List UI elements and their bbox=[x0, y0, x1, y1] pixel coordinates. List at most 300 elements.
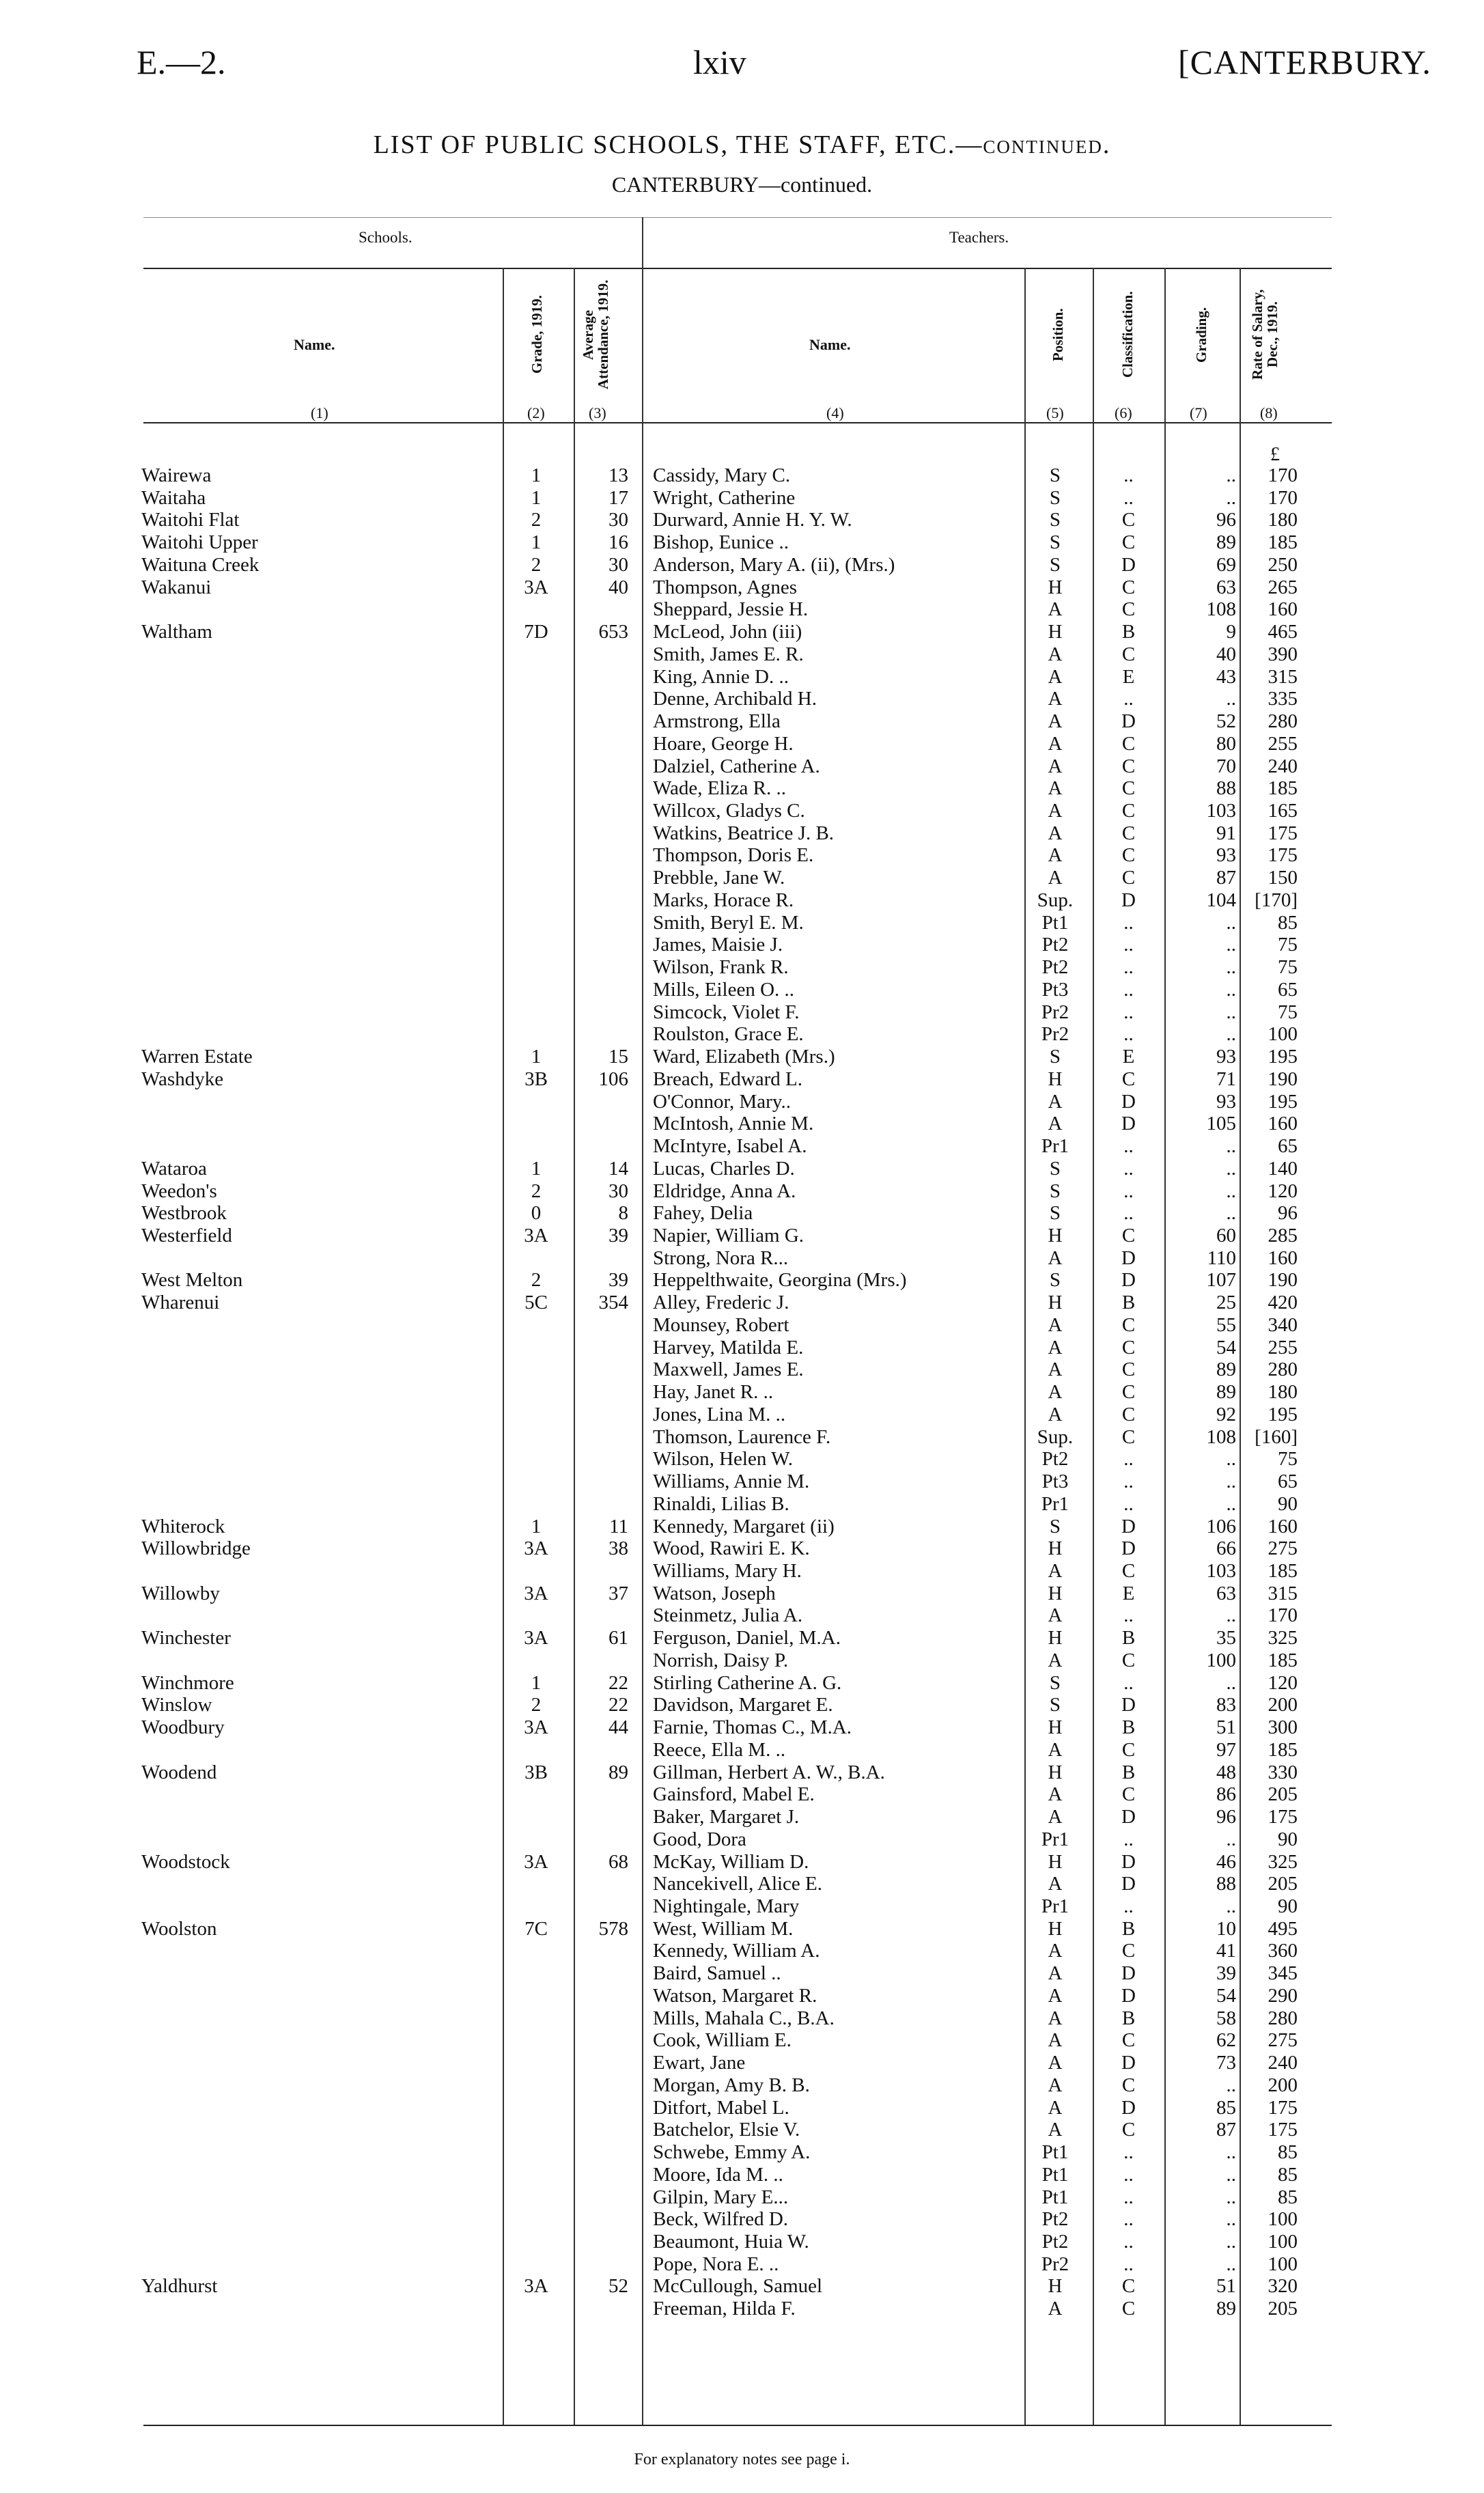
salary-cell: 205 bbox=[1268, 2298, 1298, 2320]
grading-cell: 89 bbox=[1216, 2298, 1236, 2320]
school-name-cell: Westbrook bbox=[141, 1202, 227, 1225]
classification-cell: D bbox=[1121, 2096, 1136, 2119]
teacher-name-cell: Prebble, Jane W. bbox=[653, 867, 785, 889]
table-row bbox=[0, 1426, 1484, 1449]
table-row bbox=[0, 2029, 1484, 2052]
attendance-cell: 578 bbox=[598, 1917, 628, 1940]
table-row bbox=[0, 1135, 1484, 1158]
teacher-name-cell: Steinmetz, Julia A. bbox=[653, 1604, 803, 1627]
table-row bbox=[0, 1202, 1484, 1225]
grade-cell: 2 bbox=[531, 553, 542, 576]
teacher-name-cell: Watson, Margaret R. bbox=[653, 1984, 817, 2007]
grading-cell: 69 bbox=[1216, 553, 1236, 576]
teacher-name-cell: Breach, Edward L. bbox=[653, 1068, 803, 1090]
classification-cell: D bbox=[1121, 1515, 1136, 1537]
column-number: (7) bbox=[1190, 404, 1207, 421]
classification-cell: .. bbox=[1123, 1828, 1134, 1850]
position-cell: A bbox=[1048, 1313, 1063, 1336]
classification-cell: C bbox=[1121, 643, 1136, 665]
currency-symbol: £ bbox=[1270, 444, 1280, 465]
salary-cell: 65 bbox=[1278, 1471, 1298, 1493]
classification-cell: D bbox=[1121, 1537, 1136, 1560]
teacher-name-cell: Dalziel, Catherine A. bbox=[653, 755, 820, 777]
classification-cell: B bbox=[1121, 1292, 1136, 1314]
grade-cell: 7D bbox=[524, 621, 548, 643]
classification-cell: C bbox=[1121, 2119, 1136, 2141]
teacher-name-cell: Eldridge, Anna A. bbox=[653, 1180, 796, 1202]
salary-cell: 495 bbox=[1268, 1917, 1298, 1940]
classification-cell: C bbox=[1121, 1403, 1136, 1425]
teacher-name-cell: Baird, Samuel .. bbox=[653, 1962, 781, 1985]
salary-cell: 170 bbox=[1268, 464, 1298, 486]
salary-cell: 200 bbox=[1268, 1694, 1298, 1716]
teacher-name-cell: Kennedy, Margaret (ii) bbox=[653, 1515, 835, 1537]
salary-cell: 185 bbox=[1268, 531, 1298, 554]
position-cell: Pt2 bbox=[1041, 2231, 1069, 2253]
grading-cell: .. bbox=[1226, 1604, 1236, 1627]
grade-cell: 2 bbox=[531, 509, 542, 531]
classification-cell: B bbox=[1121, 1627, 1136, 1649]
classification-cell: .. bbox=[1123, 2231, 1134, 2253]
school-name-cell: Waltham bbox=[141, 621, 212, 643]
salary-cell: 85 bbox=[1278, 2141, 1298, 2164]
classification-cell: .. bbox=[1123, 1604, 1134, 1627]
classification-cell: D bbox=[1121, 553, 1136, 576]
salary-cell: 330 bbox=[1268, 1761, 1298, 1783]
salary-cell: 250 bbox=[1268, 553, 1298, 576]
region-heading: [CANTERBURY. bbox=[1178, 43, 1431, 81]
classification-cell: .. bbox=[1123, 1023, 1134, 1046]
attendance-cell: 106 bbox=[598, 1068, 628, 1090]
teacher-name-cell: Baker, Margaret J. bbox=[653, 1806, 800, 1828]
classification-cell: B bbox=[1121, 1761, 1136, 1783]
table-row bbox=[0, 1381, 1484, 1404]
salary-cell: 185 bbox=[1268, 1738, 1298, 1761]
position-cell: A bbox=[1048, 1738, 1063, 1761]
position-cell: S bbox=[1049, 486, 1061, 509]
grading-cell: .. bbox=[1226, 1202, 1236, 1225]
teacher-name-cell: McCullough, Samuel bbox=[653, 2275, 823, 2298]
teacher-name-cell: Marks, Horace R. bbox=[653, 889, 794, 911]
table-row bbox=[0, 1359, 1484, 1381]
table-row bbox=[0, 2141, 1484, 2164]
position-cell: H bbox=[1048, 1292, 1063, 1314]
salary-cell: 120 bbox=[1268, 1180, 1298, 1202]
salary-cell: 275 bbox=[1268, 2029, 1298, 2052]
salary-cell: 185 bbox=[1268, 777, 1298, 800]
position-cell: S bbox=[1049, 1202, 1061, 1225]
teacher-name-cell: Ferguson, Daniel, M.A. bbox=[653, 1627, 841, 1649]
teacher-name-cell: McKay, William D. bbox=[653, 1850, 809, 1873]
grading-cell: 103 bbox=[1206, 1559, 1236, 1582]
classification-cell: .. bbox=[1123, 1671, 1134, 1694]
school-name-cell: Wairewa bbox=[141, 464, 212, 486]
table-row bbox=[0, 2231, 1484, 2253]
teacher-name-cell: Farnie, Thomas C., M.A. bbox=[653, 1716, 852, 1739]
page-title: LIST OF PUBLIC SCHOOLS, THE STAFF, ETC.—continued. bbox=[373, 130, 1111, 159]
teacher-name-cell: King, Annie D. .. bbox=[653, 665, 789, 688]
table-row bbox=[0, 1046, 1484, 1068]
grading-cell: 106 bbox=[1206, 1515, 1236, 1537]
salary-cell: 65 bbox=[1278, 1135, 1298, 1158]
salary-cell: 170 bbox=[1268, 486, 1298, 509]
grade-cell: 1 bbox=[531, 1671, 542, 1694]
salary-cell: 185 bbox=[1268, 1559, 1298, 1582]
grading-cell: .. bbox=[1226, 1023, 1236, 1046]
grading-cell: 43 bbox=[1216, 665, 1236, 688]
grade-cell: 0 bbox=[531, 1202, 542, 1225]
grading-cell: 70 bbox=[1216, 755, 1236, 777]
salary-cell: 85 bbox=[1278, 2186, 1298, 2208]
salary-heading: Rate of Salary, Dec., 1919. bbox=[1249, 289, 1280, 380]
classification-cell: B bbox=[1121, 2007, 1136, 2029]
classification-cell: C bbox=[1121, 732, 1136, 755]
table-row bbox=[0, 800, 1484, 822]
table-row bbox=[0, 1873, 1484, 1895]
salary-cell: 315 bbox=[1268, 1582, 1298, 1604]
position-cell: A bbox=[1048, 1559, 1063, 1582]
position-cell: A bbox=[1048, 2298, 1063, 2320]
table-row bbox=[0, 1537, 1484, 1560]
school-name-cell: Warren Estate bbox=[141, 1046, 253, 1068]
teacher-name-cell: McIntyre, Isabel A. bbox=[653, 1135, 807, 1158]
grading-cell: 51 bbox=[1216, 1716, 1236, 1739]
classification-cell: .. bbox=[1123, 1157, 1134, 1180]
page-number: lxiv bbox=[693, 43, 746, 81]
teacher-name-cell: James, Maisie J. bbox=[653, 934, 783, 956]
classification-cell: D bbox=[1121, 1873, 1136, 1895]
classification-cell: B bbox=[1121, 1716, 1136, 1739]
grading-cell: .. bbox=[1226, 1671, 1236, 1694]
teacher-name-cell: Smith, Beryl E. M. bbox=[653, 911, 804, 934]
classification-cell: C bbox=[1121, 1559, 1136, 1582]
teacher-name-cell: Freeman, Hilda F. bbox=[653, 2298, 796, 2320]
grading-cell: 91 bbox=[1216, 822, 1236, 844]
teacher-name-cell: Mills, Eileen O. .. bbox=[653, 978, 795, 1001]
attendance-cell: 653 bbox=[598, 621, 628, 643]
salary-cell: 190 bbox=[1268, 1068, 1298, 1090]
salary-cell: 200 bbox=[1268, 2074, 1298, 2096]
position-cell: Pr1 bbox=[1041, 1135, 1069, 1158]
attendance-cell: 30 bbox=[608, 1180, 628, 1202]
grading-cell: .. bbox=[1226, 1448, 1236, 1471]
position-cell: A bbox=[1048, 710, 1063, 733]
grading-cell: 87 bbox=[1216, 2119, 1236, 2141]
grade-cell: 2 bbox=[531, 1180, 542, 1202]
grading-cell: .. bbox=[1226, 1135, 1236, 1158]
grading-cell: .. bbox=[1226, 978, 1236, 1001]
attendance-cell: 30 bbox=[608, 509, 628, 531]
position-cell: Pt2 bbox=[1041, 2208, 1069, 2231]
grading-cell: 93 bbox=[1216, 1046, 1236, 1068]
teacher-name-cell: Thompson, Agnes bbox=[653, 576, 798, 598]
teacher-name-cell: Strong, Nora R... bbox=[653, 1246, 789, 1269]
grade-cell: 1 bbox=[531, 464, 542, 486]
teacher-name-cell: Batchelor, Elsie V. bbox=[653, 2119, 800, 2141]
classification-cell: C bbox=[1121, 1381, 1136, 1404]
table-row bbox=[0, 1940, 1484, 1962]
grade-cell: 3A bbox=[524, 1224, 548, 1246]
classification-cell: .. bbox=[1123, 464, 1134, 486]
footnote: For explanatory notes see page i. bbox=[634, 2451, 850, 2468]
position-cell: Pt2 bbox=[1041, 1448, 1069, 1471]
grading-cell: 63 bbox=[1216, 576, 1236, 598]
classification-cell: D bbox=[1121, 1113, 1136, 1135]
grading-cell: 9 bbox=[1226, 621, 1236, 643]
classification-cell: .. bbox=[1123, 2253, 1134, 2275]
table-row bbox=[0, 822, 1484, 845]
classification-cell: C bbox=[1121, 844, 1136, 867]
position-cell: A bbox=[1048, 1359, 1063, 1381]
salary-cell: 175 bbox=[1268, 844, 1298, 867]
attendance-cell: 15 bbox=[608, 1046, 628, 1068]
table-row bbox=[0, 1761, 1484, 1784]
table-row bbox=[0, 1247, 1484, 1270]
table-row bbox=[0, 1851, 1484, 1874]
attendance-cell: 8 bbox=[618, 1202, 628, 1225]
table-row bbox=[0, 867, 1484, 889]
grade-cell: 3A bbox=[524, 1627, 548, 1649]
classification-cell: C bbox=[1121, 1359, 1136, 1381]
classification-cell: C bbox=[1121, 1940, 1136, 1962]
grading-cell: 54 bbox=[1216, 1336, 1236, 1359]
position-cell: A bbox=[1048, 1604, 1063, 1627]
grading-cell: .. bbox=[1226, 934, 1236, 956]
teacher-name-cell: Hay, Janet R. .. bbox=[653, 1381, 774, 1404]
position-cell: A bbox=[1048, 1783, 1063, 1806]
salary-cell: 255 bbox=[1268, 732, 1298, 755]
teacher-name-cell: Good, Dora bbox=[653, 1828, 746, 1850]
classification-cell: C bbox=[1121, 2275, 1136, 2298]
teacher-name-cell: Sheppard, Jessie H. bbox=[653, 598, 809, 621]
classification-cell: .. bbox=[1123, 978, 1134, 1001]
salary-cell: 100 bbox=[1268, 2253, 1298, 2275]
teacher-name-cell: Smith, James E. R. bbox=[653, 643, 804, 665]
attendance-cell: 14 bbox=[608, 1157, 628, 1180]
position-cell: A bbox=[1048, 2119, 1063, 2141]
classification-cell: D bbox=[1121, 1984, 1136, 2007]
salary-cell: 285 bbox=[1268, 1224, 1298, 1246]
table-row bbox=[0, 912, 1484, 934]
position-cell: H bbox=[1048, 1917, 1063, 1940]
table-row bbox=[0, 934, 1484, 956]
table-row bbox=[0, 1627, 1484, 1649]
attendance-cell: 68 bbox=[608, 1850, 628, 1873]
table-row bbox=[0, 1471, 1484, 1493]
grade-cell: 1 bbox=[531, 1157, 542, 1180]
teacher-name-cell: Norrish, Daisy P. bbox=[653, 1649, 789, 1671]
table-row bbox=[0, 2007, 1484, 2030]
classification-cell: D bbox=[1121, 1694, 1136, 1716]
column-number: (2) bbox=[527, 404, 545, 421]
salary-cell: 280 bbox=[1268, 2007, 1298, 2029]
table-row bbox=[0, 2208, 1484, 2231]
position-cell: S bbox=[1049, 531, 1061, 554]
salary-cell: 120 bbox=[1268, 1671, 1298, 1694]
classification-cell: D bbox=[1121, 1962, 1136, 1985]
classification-cell: C bbox=[1121, 777, 1136, 800]
classification-cell: C bbox=[1121, 1425, 1136, 1448]
position-cell: Pt1 bbox=[1041, 2163, 1069, 2186]
position-cell: H bbox=[1048, 1537, 1063, 1560]
salary-cell: 240 bbox=[1268, 2052, 1298, 2074]
grading-cell: .. bbox=[1226, 956, 1236, 979]
classification-cell: C bbox=[1121, 1224, 1136, 1246]
position-cell: Pt3 bbox=[1041, 1471, 1069, 1493]
teacher-name-cell: Pope, Nora E. .. bbox=[653, 2253, 779, 2275]
position-cell: Pt1 bbox=[1041, 2186, 1069, 2208]
salary-cell: 75 bbox=[1278, 1001, 1298, 1023]
classification-cell: .. bbox=[1123, 2208, 1134, 2231]
classification-cell: B bbox=[1121, 621, 1136, 643]
teacher-name-cell: Thomson, Laurence F. bbox=[653, 1425, 831, 1448]
classification-cell: .. bbox=[1123, 688, 1134, 710]
grading-cell: 104 bbox=[1206, 889, 1236, 911]
table-row bbox=[0, 1649, 1484, 1672]
classification-cell: C bbox=[1121, 509, 1136, 531]
table-row bbox=[0, 1292, 1484, 1314]
table-row bbox=[0, 2186, 1484, 2209]
salary-cell: 75 bbox=[1278, 1448, 1298, 1471]
position-cell: H bbox=[1048, 1850, 1063, 1873]
position-cell: S bbox=[1049, 1694, 1061, 1716]
salary-cell: 90 bbox=[1278, 1492, 1298, 1515]
school-name-cell: Waitohi Upper bbox=[141, 531, 258, 554]
salary-cell: 300 bbox=[1268, 1716, 1298, 1739]
teacher-name-cell: Nightingale, Mary bbox=[653, 1895, 800, 1917]
position-cell: Pr2 bbox=[1041, 2253, 1069, 2275]
school-name-cell: Waitohi Flat bbox=[141, 509, 240, 531]
position-cell: Pr2 bbox=[1041, 1023, 1069, 1046]
grading-cell: .. bbox=[1226, 486, 1236, 509]
table-row bbox=[0, 1716, 1484, 1739]
position-cell: H bbox=[1048, 1582, 1063, 1604]
table-row bbox=[0, 643, 1484, 666]
grading-cell: 96 bbox=[1216, 1806, 1236, 1828]
teacher-name-cell: Wilson, Helen W. bbox=[653, 1448, 794, 1471]
position-cell: S bbox=[1049, 1515, 1061, 1537]
classification-cell: C bbox=[1121, 1738, 1136, 1761]
teacher-name-cell: Anderson, Mary A. (ii), (Mrs.) bbox=[653, 553, 895, 576]
teacher-name-cell: Mounsey, Robert bbox=[653, 1313, 789, 1336]
salary-cell: 160 bbox=[1268, 1515, 1298, 1537]
position-cell: A bbox=[1048, 1984, 1063, 2007]
position-cell: A bbox=[1048, 800, 1063, 822]
salary-cell: 90 bbox=[1278, 1828, 1298, 1850]
table-row bbox=[0, 576, 1484, 599]
salary-cell: 160 bbox=[1268, 1246, 1298, 1269]
table-row bbox=[0, 755, 1484, 778]
teacher-name-cell: Roulston, Grace E. bbox=[653, 1023, 804, 1046]
position-cell: A bbox=[1048, 867, 1063, 889]
table-row bbox=[0, 1180, 1484, 1203]
table-row bbox=[0, 1314, 1484, 1337]
classification-cell: D bbox=[1121, 1269, 1136, 1292]
grading-cell: 66 bbox=[1216, 1537, 1236, 1560]
grading-cell: 97 bbox=[1216, 1738, 1236, 1761]
school-name-cell: Winchester bbox=[141, 1627, 231, 1649]
teacher-name-cell: Williams, Annie M. bbox=[653, 1471, 810, 1493]
grading-cell: 88 bbox=[1216, 1873, 1236, 1895]
grading-cell: 52 bbox=[1216, 710, 1236, 733]
grade-cell: 3B bbox=[524, 1068, 548, 1090]
table-row bbox=[0, 777, 1484, 800]
grading-cell: .. bbox=[1226, 2163, 1236, 2186]
grade-cell: 3B bbox=[524, 1761, 548, 1783]
grade-cell: 1 bbox=[531, 531, 542, 554]
position-cell: S bbox=[1049, 553, 1061, 576]
teacher-name-cell: Napier, William G. bbox=[653, 1224, 804, 1246]
table-row bbox=[0, 2074, 1484, 2097]
grading-cell: .. bbox=[1226, 911, 1236, 934]
grading-cell: 86 bbox=[1216, 1783, 1236, 1806]
table-row bbox=[0, 1023, 1484, 1046]
teacher-name-cell: Hoare, George H. bbox=[653, 732, 794, 755]
classification-cell: E bbox=[1122, 665, 1135, 688]
table-row bbox=[0, 2097, 1484, 2119]
teacher-name-cell: O'Connor, Mary.. bbox=[653, 1090, 791, 1113]
salary-cell: [160] bbox=[1255, 1425, 1298, 1448]
teacher-name-cell: Bishop, Eunice .. bbox=[653, 531, 789, 554]
grading-cell: 46 bbox=[1216, 1850, 1236, 1873]
classification-cell: .. bbox=[1123, 1180, 1134, 1202]
classification-cell: D bbox=[1121, 1090, 1136, 1113]
position-cell: Pt1 bbox=[1041, 2141, 1069, 2164]
grade-cell: 3A bbox=[524, 2275, 548, 2298]
salary-cell: 165 bbox=[1268, 800, 1298, 822]
school-name-cell: Woodstock bbox=[141, 1850, 230, 1873]
position-cell: A bbox=[1048, 2029, 1063, 2052]
grading-cell: .. bbox=[1226, 1492, 1236, 1515]
position-cell: H bbox=[1048, 1761, 1063, 1783]
grading-cell: .. bbox=[1226, 688, 1236, 710]
table-row bbox=[0, 1694, 1484, 1716]
teacher-name-cell: Ward, Elizabeth (Mrs.) bbox=[653, 1046, 835, 1068]
table-row bbox=[0, 598, 1484, 621]
grading-cell: 89 bbox=[1216, 1359, 1236, 1381]
teacher-name-cell: Lucas, Charles D. bbox=[653, 1157, 795, 1180]
attendance-cell: 30 bbox=[608, 553, 628, 576]
salary-cell: 190 bbox=[1268, 1269, 1298, 1292]
attendance-cell: 22 bbox=[608, 1671, 628, 1694]
position-cell: Pt1 bbox=[1041, 911, 1069, 934]
teacher-name-cell: Stirling Catherine A. G. bbox=[653, 1671, 842, 1694]
column-number: (3) bbox=[589, 404, 606, 421]
classification-cell: .. bbox=[1123, 956, 1134, 979]
grading-cell: .. bbox=[1226, 2074, 1236, 2096]
salary-cell: 320 bbox=[1268, 2275, 1298, 2298]
table-row bbox=[0, 1962, 1484, 1985]
table-row bbox=[0, 2275, 1484, 2298]
position-cell: Pt2 bbox=[1041, 934, 1069, 956]
attendance-cell: 11 bbox=[609, 1515, 628, 1537]
grading-cell: 51 bbox=[1216, 2275, 1236, 2298]
table-row bbox=[0, 1806, 1484, 1828]
grading-cell: .. bbox=[1226, 464, 1236, 486]
school-name-cell: Wharenui bbox=[141, 1292, 220, 1314]
teacher-name-cell: Wright, Catherine bbox=[653, 486, 796, 509]
school-name-cell: Willowby bbox=[141, 1582, 220, 1604]
salary-cell: 65 bbox=[1278, 978, 1298, 1001]
teacher-name-cell: Nancekivell, Alice E. bbox=[653, 1873, 823, 1895]
salary-cell: 150 bbox=[1268, 867, 1298, 889]
position-cell: Pr2 bbox=[1041, 1001, 1069, 1023]
position-cell: A bbox=[1048, 598, 1063, 621]
table-row bbox=[0, 1448, 1484, 1471]
grading-cell: .. bbox=[1226, 2231, 1236, 2253]
position-cell: Pr1 bbox=[1041, 1492, 1069, 1515]
position-cell: A bbox=[1048, 1336, 1063, 1359]
